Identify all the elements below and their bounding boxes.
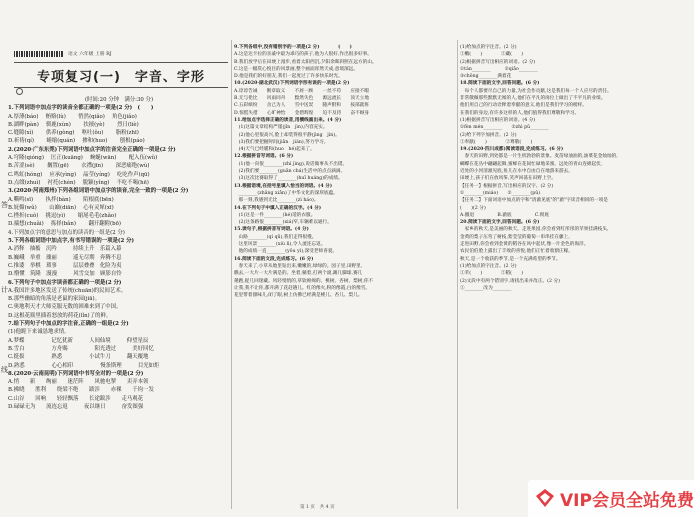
question-line: ①________(miáo) ②________(pǔ) — [460, 190, 541, 196]
question-line: B.拂晓 胜利 绕梁不绝 跋涉 赤裸 千钧一发 — [8, 387, 154, 394]
question-line: A.我国许多地区发送了传统(chuān)的民间艺术。 — [8, 287, 127, 294]
question-line: C.推诿 举棋 琐事 层层叠叠 化险为夷 — [8, 262, 122, 269]
question-line: A.谆谆告诫 断章取义 不屑一顾 一丝不苟 应接不暇 — [234, 88, 369, 94]
column-divider — [457, 40, 458, 509]
question-line: 这里风景________(xiù lì),令人流连忘返。 — [234, 242, 326, 248]
question-line: (1)根据拼音写出相应的词语。(4 分) — [460, 117, 536, 123]
question-line: (1)这篇文章结构严谨(jǐn jìn),内容充实。 — [234, 125, 328, 131]
question-line: (2)给下列字加拼音。(2 分) — [460, 132, 517, 138]
question-line: 家乡的秋天,是美丽的秋天。走进果园,你会看到红彤彤的苹果挂满枝头, — [460, 227, 609, 233]
question-line: (3)这次比赛取得了________(huī huáng)的成绩。 — [234, 176, 343, 182]
question-line: D.这根花瓶里插着怒放的荷花(lǐn)了的鲜。 — [8, 312, 112, 319]
question-line: ①________改为________ — [460, 285, 512, 291]
question-line: 他们用自己的行动诠释着奉献的意义,他们是我们学习的榜样。 — [460, 103, 587, 109]
question-line: B.苦涩(sè) 搁置(gē) 衣襟(jīn) 深恶痛绝(wù) — [8, 163, 150, 170]
watermark-text: VIP会员全站免费 — [560, 491, 694, 511]
question-line: ①嫩( ) ②藏( ) — [460, 52, 524, 58]
title-bar — [14, 62, 228, 88]
question-line: A.这是达卡拉的亲戚中最为乖巧的孩子,他为人很好,作出很多好事。 — [234, 52, 372, 58]
question-line: 瞧去,一大片一大片满是的。坐着,躺着,打两个滚,踢几脚球,赛几 — [234, 271, 363, 277]
question-line: 6.下列句子中加点字读音都正确的一项是(2 分) — [8, 279, 122, 286]
side-glyph: 计 — [1, 286, 8, 294]
question-line: C.鸣虹(hóng) 应承(yìng) 晶莹(yíng) 吃吃作声(qū) — [8, 171, 150, 178]
diamond-icon — [534, 487, 556, 509]
question-line: 农民伯伯脸上露出了丰收的喜悦,他们正忙着收割庄稼。 — [460, 249, 573, 255]
question-line: 12.根据拼音写词语。(6 分) — [234, 154, 294, 160]
question-line: ( )(2 分) — [460, 205, 486, 211]
question-line: 19.(2020·四川成都)阅读语段,完成练习。(6 分) — [460, 147, 564, 153]
question-line: 秋天,是一个收获的季节,是一个充满希望的季节。 — [460, 256, 561, 262]
question-line: (1)给加点的字注音。(2 分) — [460, 263, 517, 269]
question-line: 金黄的梨子压弯了树枝,紫莹莹的葡萄一串串挂在藤上, — [460, 234, 570, 240]
question-line: ③chǒng________满着花 — [460, 74, 512, 80]
question-line: ________(zhāng xiǎn)了中华文化的深厚底蕴。 — [234, 190, 338, 196]
question-line: 4.下列加点字的意思与加点的读音的一组是(2 分) — [8, 229, 125, 236]
question-line: 14.在下列句子中填入正确的汉字。(4 分) — [234, 205, 322, 211]
question-line: D.懵懂 筑隆 漫漫 风雪交加 顾影自怜 — [8, 271, 122, 278]
question-line: 每个人都要尽自己的力量,为社会作贡献,这是我们每一个人应尽的责任。 — [460, 88, 612, 94]
question-line: B.雪白 方舟赐 阳光透过 美好回忆 — [8, 345, 154, 352]
question-line: (3)我们要把握时间(jiān jiàn),努力学习。 — [234, 139, 329, 145]
question-line: C.挫折(cuò) 挑逗(yì) 缩尾毛毛(zhǎo) — [8, 213, 117, 220]
vip-watermark[interactable] — [528, 480, 694, 517]
question-line: 10.(2020·湖北武汉)下列词语字形有误的一项是(2 分) — [234, 81, 350, 87]
question-line: ①奉献( ) ②尊敬( ) — [460, 139, 533, 145]
question-line: (1)他跪下来诚恳地求情。 — [8, 329, 70, 336]
question-line: 5.下列各组词语中加点字,有书写错误的一项是(2 分) — [8, 238, 135, 245]
question-line: 11.给加点字选择正确的读音,用横线画出来。(4 分) — [234, 117, 342, 123]
question-line: A.悄 新 绚丽 迷茫阵 风驰电掣 卖弄本领 — [8, 379, 149, 386]
column-3 — [460, 44, 686, 507]
question-line: ①tàn________ ②qiǎo________ — [460, 66, 538, 72]
barcode — [14, 51, 64, 57]
question-line: 2.(2020·广东东莞)下列词语中加点字的注音完全正确的一项是(2 分) — [8, 146, 176, 153]
question-line: ①苹( ) ②稻( ) — [460, 271, 524, 277]
question-line: (2)根据拼音写出相应的词语。(2 分) — [460, 59, 536, 65]
question-line: 山路________(qí qū),我们走得很慢。 — [234, 234, 317, 240]
question-line: 春天的田野,到处都是一片生机勃勃的景象。麦苗绿油油的,油菜花金灿灿的, — [460, 154, 618, 160]
question-line: 让我,我不让你,都开满了花赶趟儿。红的像火,粉的像霞,白的像雪。 — [234, 285, 371, 291]
question-line: 蝴蝶在花丛中翩翩起舞,蜜蜂在花间忙碌地采蜜。远处的青山连绵起伏, — [460, 161, 603, 167]
question-line: 花里带着甜味儿;闭了眼,树上仿佛已经满是桃儿、杏儿、梨儿。 — [234, 293, 363, 299]
header-info: 语文 六年级 上册 RJ — [68, 52, 112, 57]
question-line: (1)给加点的字注音。(2 分) — [460, 45, 517, 50]
question-line: (4)天气已经暖和(huo hé)起来了。 — [234, 147, 315, 153]
question-line: C.山谷 回响 轻轻飘落 长途跋涉 走马观花 — [8, 395, 144, 402]
question-line: D.碌碌无为 流连忘返 夜以继日 奋发图强 — [8, 403, 144, 410]
question-line: 9.下列各组中,没有错别字的一项是(2 分) ( ) — [234, 45, 352, 50]
question-line: 春天来了,小草从地里钻出来,嫩嫩的,绿绿的。园子里,田野里, — [234, 263, 363, 269]
question-line: A.嘶鸣(sī) 执拌(bàn) 陌根底(bēn) — [8, 196, 114, 203]
question-line: 他的成绩一直________(yōu yì),深受老师喜爱。 — [234, 249, 338, 255]
question-line: (2)文段中有两个错别字,请找出来并改正。(2 分) — [460, 278, 560, 284]
question-line: D.祈祷(qí) 蜷缩(quán) 掺和(huo) 刨根(páo) — [8, 138, 145, 145]
question-line: D.他是我们的好朋友,我们一起度过了许多快乐时光。 — [234, 74, 343, 80]
question-line: 田埂上,孩子们在放风筝,笑声回荡在田野上空。 — [460, 176, 556, 182]
question-line: 13.根据语境,在括号里填入恰当的词语。(4 分) — [234, 183, 333, 189]
question-line: C.五彩缤纷 舍己为人 雪中送炭 随声附和 按部就班 — [234, 103, 369, 109]
side-glyph: 线 — [1, 366, 8, 374]
page-title: 专项复习(一) 字音、字形 — [37, 70, 205, 85]
question-line: C.奥地利天才大师克服无数的困难来到了中国。 — [8, 304, 122, 311]
question-line: C.挺拔 熟悉 小试牛刀 翻天覆地 — [8, 354, 149, 361]
side-glyph: 答 — [1, 201, 8, 209]
question-line: A.厚薄(báo) 贿赂(lù) 悄然(qiǎo) 角色(jiǎo) — [8, 113, 137, 120]
question-line: D.点缀(zhuì) 衬托(chèn) 脱颖(yǐng) 不吃不喝(hē) — [8, 179, 149, 186]
question-line: A.梦蝶 记忆犹新 人间仙境 仰望星辰 — [8, 337, 149, 344]
question-line: 那一刻,我感到无比________(zì háo)。 — [234, 198, 319, 204]
question-line: C.这是一幅赏心悦目的风景画,整个画面浑然天成,意境深远。 — [234, 66, 359, 72]
question-line: B.那些幽暗的角落是老鼠的家园(jiā)。 — [8, 296, 100, 303]
question-line: ①fèn mén________ ②zhì pǔ________ — [460, 125, 549, 131]
question-line: (1)这是一件________(hé)适的衣服。 — [234, 212, 316, 218]
question-line: 趟跑,捉几回迷藏。风轻悄悄的,草软绵绵的。桃树、杏树、梨树,你不 — [234, 278, 374, 284]
question-line: D.揣想(chuǎi) 拣择(bǎn) 翻开翻附(bō) — [8, 221, 121, 228]
circle-mark — [16, 88, 23, 95]
question-line: 在我们的身边,有许多这样的人,他们值得我们尊敬和学习。 — [460, 110, 580, 116]
column-divider — [231, 40, 232, 509]
question-line: A.撤退 B.澈底 C.彻底 — [460, 212, 550, 218]
question-line: B.湖畔(pàn) 驯鹿(xùn) 扶掖(yè) 烈日(liè) — [8, 121, 139, 128]
question-line: (2)他心里很高兴,脸上却装得很平静(jìng jìn)。 — [234, 132, 340, 138]
question-line: (1)他一向很________(zhì jìng),说话做事从不出错。 — [234, 161, 348, 167]
question-line: 【任务二】下面词语中加点的字和"清澈见底"的"澈"字读音相同的一项是 — [460, 198, 608, 204]
question-line: 8.(2020·云南昆明)下列词语中书写全对的一项是(2 分) — [8, 370, 144, 377]
question-line: 走进田野,你会看到金黄的稻谷在风中起伏,像一片金色的海洋。 — [460, 242, 589, 248]
column-2 — [234, 44, 456, 507]
page-footer: 第 1 页 共 4 页 — [300, 505, 335, 510]
question-line: B.我们放学后在田埂上漫步,看着太阳西沉,夕阳余晖斜照在远方的山。 — [234, 59, 377, 65]
question-line: B.巍峨 举重 瑰丽 遥无尽期 奔腾不息 — [8, 254, 122, 261]
question-line: 3.(2020·河南郑州)下列各组词语中加点字的读音,完全一致的一项是(2 分) — [8, 188, 189, 195]
question-line: 【任务一】根据拼音,写出相应的汉字。(2 分) — [460, 183, 554, 189]
question-line: D.惊慌失措 心旷神怡 金碧辉煌 迫不及待 奋不顾身 — [234, 110, 370, 116]
question-line: 15.读句子,根据拼音写词语。(4 分) — [234, 227, 309, 233]
question-line: C.缝隙(xì) 供养(gòng) 呕吐(ǒu) 脂粉(zhī) — [8, 130, 139, 137]
question-line: B.妩媚(wǔ) 山巅(diān) 心有灵犀(xī) — [8, 204, 114, 211]
question-line: (2)这条路很________(xiá)窄,车辆难以通行。 — [234, 220, 332, 226]
question-line: 近处的小河清澈见底,鱼儿在水中自由自在地游来游去。 — [460, 169, 573, 175]
question-line: 20.阅读下面的文字,回答问题。(6 分) — [460, 220, 540, 226]
question-line: 18.阅读下面的文字,回答问题。(6 分) — [460, 81, 540, 87]
question-line: (时间:20 分钟 满分:30 分) — [84, 97, 154, 103]
question-line: B.无与伦比 风雨同舟 黯然失色 源远流长 顶天立地 — [234, 96, 369, 102]
question-line: 7.给下列句子中加点的字注音,正确的一组是(2 分) — [8, 321, 129, 328]
column-1 — [8, 96, 230, 507]
question-line: 16.阅读下面的文段,完成练习。(6 分) — [234, 256, 314, 262]
question-line: 非常敬佩那些默默无闻的人,他们在平凡的岗位上做出了不平凡的业绩。 — [460, 96, 606, 102]
question-line: A.穹隆(qióng) 匡正(kuāng) 蜿蜒(wān) 配入伍(wǔ) — [8, 155, 158, 162]
question-line: 1.下列词语中加点字的读音全都正确的一项是(2 分) ( ) — [8, 105, 154, 112]
question-line: (2)我们要________(guān chá)生活中的点点滴滴。 — [234, 169, 346, 175]
question-line: A.消释 抽搐 沉吟 持续上升 乐篇入幕 — [8, 246, 122, 253]
header-strip — [14, 50, 230, 60]
question-line: D.熟悉 心心相印 慢条斯理 目光如炬 — [8, 362, 160, 369]
